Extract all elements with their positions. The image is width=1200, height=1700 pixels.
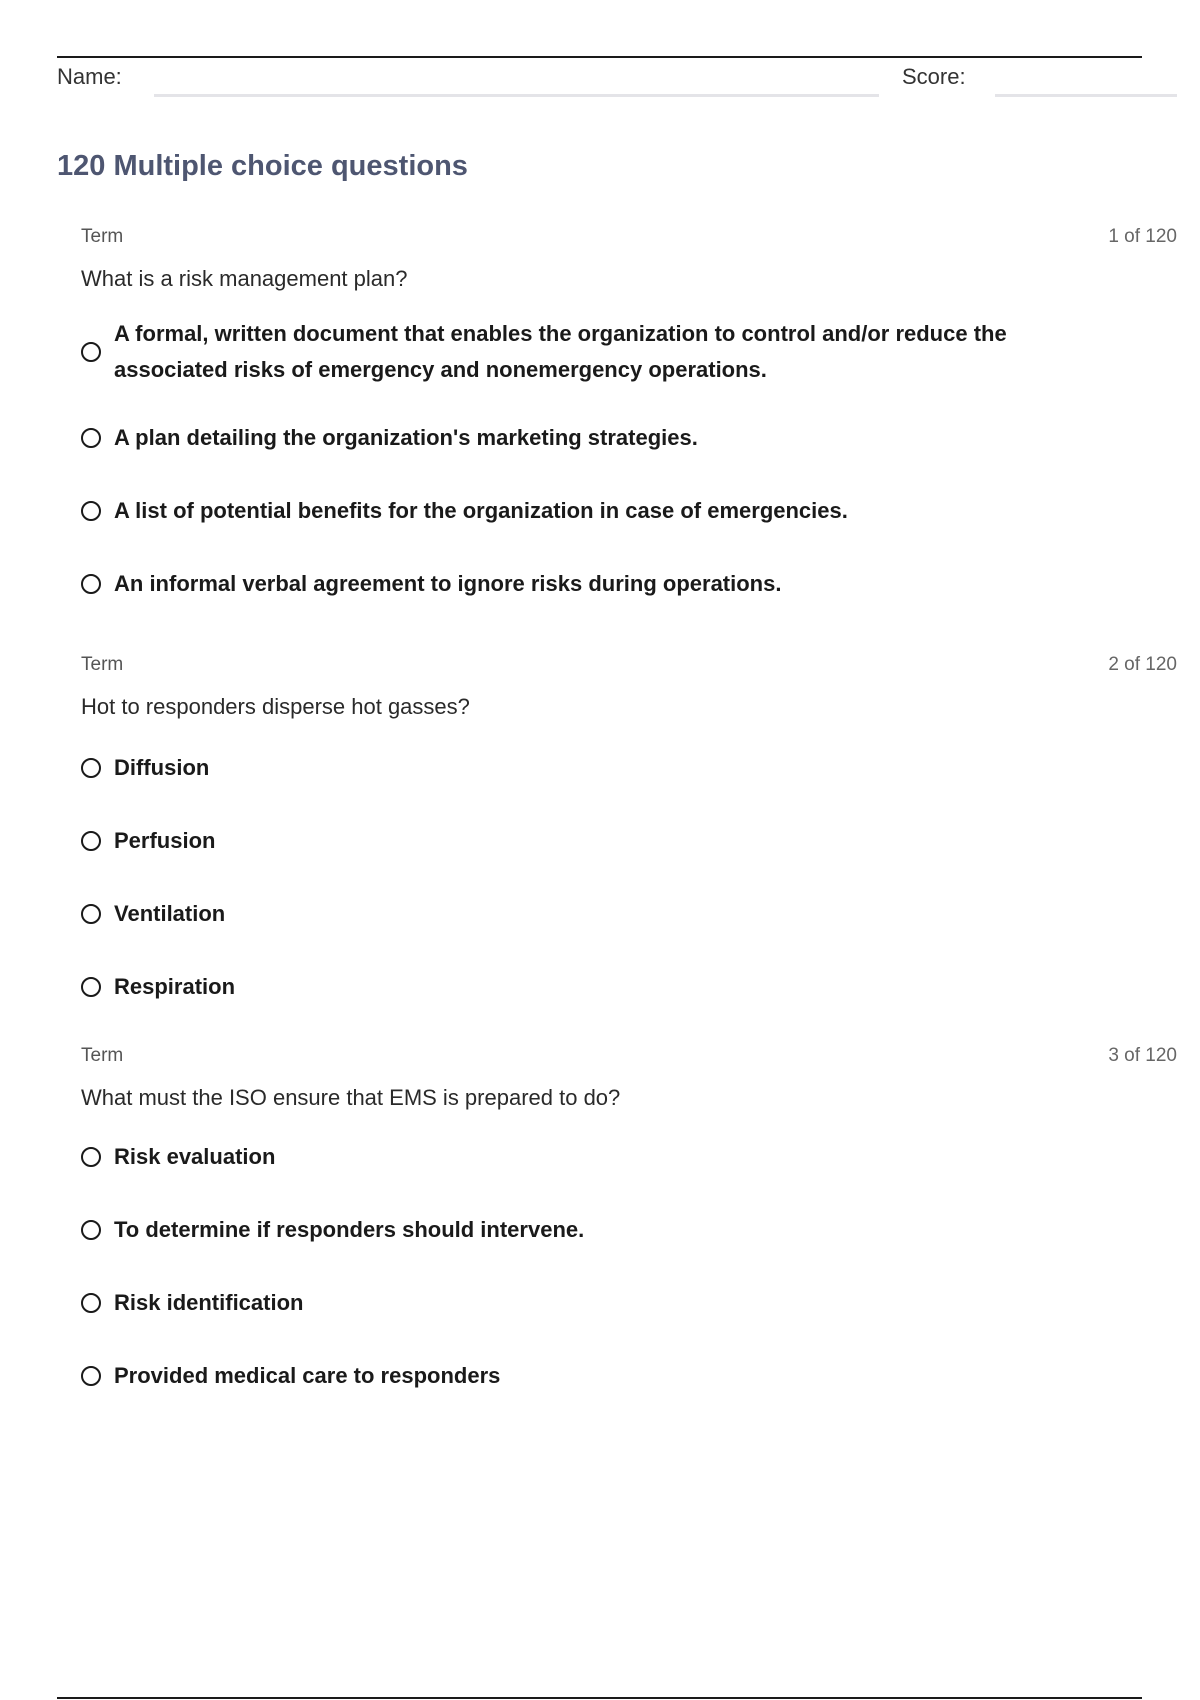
answer-option[interactable] — [81, 823, 1177, 859]
answer-option-label: Ventilation — [114, 901, 226, 926]
question-prompt: What is a risk management plan? — [81, 266, 408, 291]
radio-icon[interactable] — [81, 1293, 101, 1313]
answer-option-label: Provided medical care to responders — [114, 1363, 501, 1388]
question-counter: 2 of 120 — [1108, 654, 1177, 675]
answer-option-label: Perfusion — [114, 828, 216, 853]
answer-option-label: Respiration — [114, 974, 236, 999]
radio-icon[interactable] — [81, 904, 101, 924]
answer-option[interactable] — [81, 1212, 1177, 1248]
radio-icon[interactable] — [81, 1147, 101, 1167]
section-title: 120 Multiple choice questions — [57, 150, 468, 182]
answer-option[interactable] — [81, 1358, 1177, 1394]
question-counter: 1 of 120 — [1108, 226, 1177, 247]
radio-icon[interactable] — [81, 428, 101, 448]
answer-option[interactable] — [81, 969, 1177, 1005]
radio-icon[interactable] — [81, 758, 101, 778]
answer-options — [81, 750, 1177, 1005]
question-1 — [81, 226, 1177, 602]
term-label: Term — [81, 226, 124, 247]
answer-option[interactable] — [81, 493, 1177, 529]
term-label: Term — [81, 1045, 124, 1066]
radio-icon[interactable] — [81, 574, 101, 594]
name-field[interactable] — [154, 94, 879, 97]
name-label: Name: — [57, 64, 122, 89]
radio-icon[interactable] — [81, 831, 101, 851]
question-3 — [81, 1045, 1177, 1394]
answer-option[interactable] — [81, 896, 1177, 932]
question-counter: 3 of 120 — [1108, 1045, 1177, 1066]
answer-option-label: Risk evaluation — [114, 1144, 276, 1169]
answer-option[interactable] — [81, 1285, 1177, 1321]
header-row — [57, 62, 1177, 98]
question-2 — [81, 654, 1177, 1005]
radio-icon[interactable] — [81, 977, 101, 997]
answer-option-label: Diffusion — [114, 755, 210, 780]
answer-option-label: An informal verbal agreement to ignore risks during operations. — [114, 571, 782, 596]
answer-option[interactable] — [81, 316, 1177, 388]
answer-option[interactable] — [81, 420, 1177, 456]
radio-icon[interactable] — [81, 1366, 101, 1386]
answer-option[interactable] — [81, 1139, 1177, 1175]
answer-option-label: To determine if responders should intervene. — [114, 1217, 585, 1242]
top-rule — [57, 56, 1142, 58]
answer-option-label: A formal, written document that enables the organization to control and/or reduce the associated risks of emergency and nonemergency operations. — [114, 321, 1007, 382]
answer-option[interactable] — [81, 750, 1177, 786]
answer-options — [81, 316, 1177, 602]
radio-icon[interactable] — [81, 1220, 101, 1240]
answer-option-label: A list of potential benefits for the organization in case of emergencies. — [114, 498, 848, 523]
radio-icon[interactable] — [81, 342, 101, 362]
term-label: Term — [81, 654, 124, 675]
score-field[interactable] — [995, 94, 1177, 97]
bottom-rule — [57, 1697, 1142, 1699]
answer-option[interactable] — [81, 566, 1177, 602]
score-label: Score: — [902, 64, 966, 89]
answer-option-label: A plan detailing the organization's marketing strategies. — [114, 425, 698, 450]
answer-option-label: Risk identification — [114, 1290, 304, 1315]
radio-icon[interactable] — [81, 501, 101, 521]
answer-options — [81, 1139, 1177, 1394]
question-prompt: What must the ISO ensure that EMS is prepared to do? — [81, 1085, 621, 1110]
question-prompt: Hot to responders disperse hot gasses? — [81, 694, 470, 719]
